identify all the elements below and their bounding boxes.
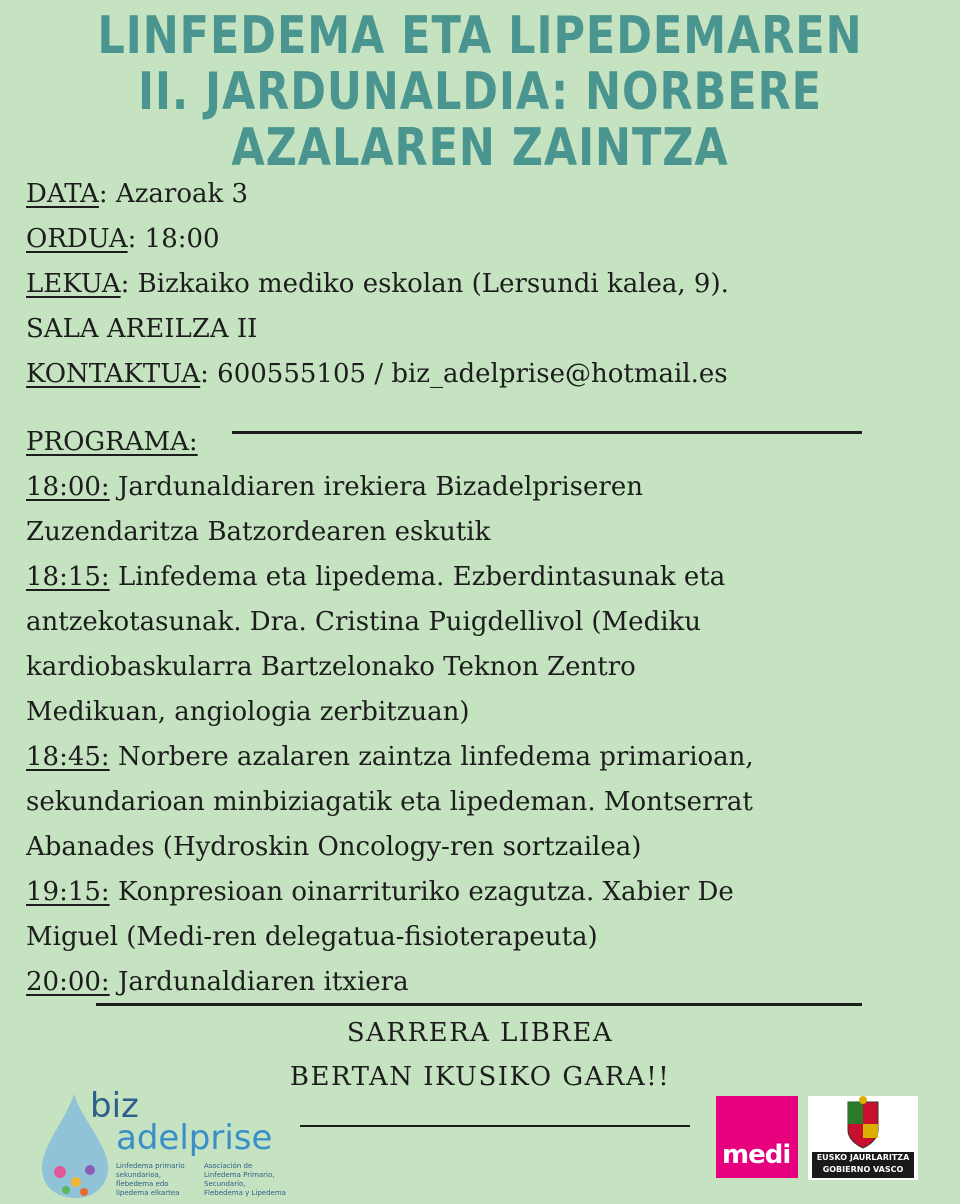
biz-text: biz (90, 1086, 139, 1126)
location-label: LEKUA (26, 269, 121, 299)
program-list (26, 465, 936, 1005)
program-text-continued: kardiobaskularra Bartzelonako Teknon Zentro (26, 652, 636, 682)
date-value: : Azaroak 3 (98, 179, 249, 209)
contact-value: : 600555105 / biz_adelprise@hotmail.es (200, 359, 728, 389)
date-row (26, 172, 926, 217)
title-line-3: AZALAREN ZAINTZA (231, 118, 729, 178)
program-item (26, 465, 936, 510)
medi-logo: medi (716, 1096, 798, 1178)
program-text: Jardunaldiaren irekiera Bizadelpriseren (109, 472, 643, 502)
adelprise-text: adelprise (116, 1118, 273, 1158)
room-value: SALA AREILZA II (26, 314, 258, 344)
program-item (26, 960, 936, 1005)
biz-tagline-eu: Linfedema primario sekundarioa, flebedema edo lipedema elkartea (116, 1162, 185, 1197)
event-info (26, 172, 926, 397)
time-row (26, 217, 926, 262)
program-time: 20:00: (26, 967, 110, 997)
time-label: ORDUA (26, 224, 128, 254)
bizadelprise-logo (36, 1086, 286, 1200)
program-heading: PROGRAMA: (26, 427, 198, 457)
program-time: 18:15: (26, 562, 110, 592)
biz-tagline-es: Asociación de Linfedema Primario, Secundario, Flebedema y Lipedema (204, 1162, 286, 1197)
program-section (26, 420, 936, 1005)
room-row (26, 307, 926, 352)
contact-label: KONTAKTUA (26, 359, 201, 389)
program-text-continued: Abanades (Hydroskin Oncology-ren sortzailea) (26, 832, 642, 862)
coat-of-arms-icon (808, 1096, 918, 1152)
location-row (26, 262, 926, 307)
program-text: Jardunaldiaren itxiera (109, 967, 409, 997)
program-text: Linfedema eta lipedema. Ezberdintasunak eta (109, 562, 726, 592)
event-title (75, 8, 885, 176)
title-line-2: II. JARDUNALDIA: NORBERE (138, 62, 822, 122)
program-text-continued: Zuzendaritza Batzordearen eskutik (26, 517, 491, 547)
divider-middle (96, 1003, 862, 1006)
program-text-continued: Medikuan, angiologia zerbitzuan) (26, 697, 470, 727)
program-text-continued: Miguel (Medi-ren delegatua-fisioterapeuta) (26, 922, 598, 952)
divider-bottom (300, 1125, 690, 1127)
program-time: 19:15: (26, 877, 110, 907)
program-time: 18:45: (26, 742, 110, 772)
location-value: : Bizkaiko mediko eskolan (Lersundi kalea, 9). (120, 269, 729, 299)
program-text-continued: sekundarioan minbiziagatik eta lipedeman. Montserrat (26, 787, 753, 817)
footer-line-2: BERTAN IKUSIKO GARA!! (289, 1062, 671, 1092)
program-time: 18:00: (26, 472, 110, 502)
time-value: : 18:00 (127, 224, 220, 254)
program-text: Norbere azalaren zaintza linfedema primarioan, (109, 742, 754, 772)
title-line-1: LINFEDEMA ETA LIPEDEMAREN (97, 6, 863, 66)
program-item (26, 735, 936, 780)
program-text: Konpresioan oinarrituriko ezagutza. Xabier De (109, 877, 734, 907)
eusko-jaurlaritza-logo (808, 1096, 918, 1180)
ej-bar: EUSKO JAURLARITZA GOBIERNO VASCO (812, 1152, 914, 1178)
footer-line-1: SARRERA LIBREA (346, 1018, 614, 1048)
program-text-continued: antzekotasunak. Dra. Cristina Puigdellivol (Mediku (26, 607, 702, 637)
program-item (26, 870, 936, 915)
contact-row (26, 352, 926, 397)
program-item (26, 555, 936, 600)
date-label: DATA (26, 179, 99, 209)
